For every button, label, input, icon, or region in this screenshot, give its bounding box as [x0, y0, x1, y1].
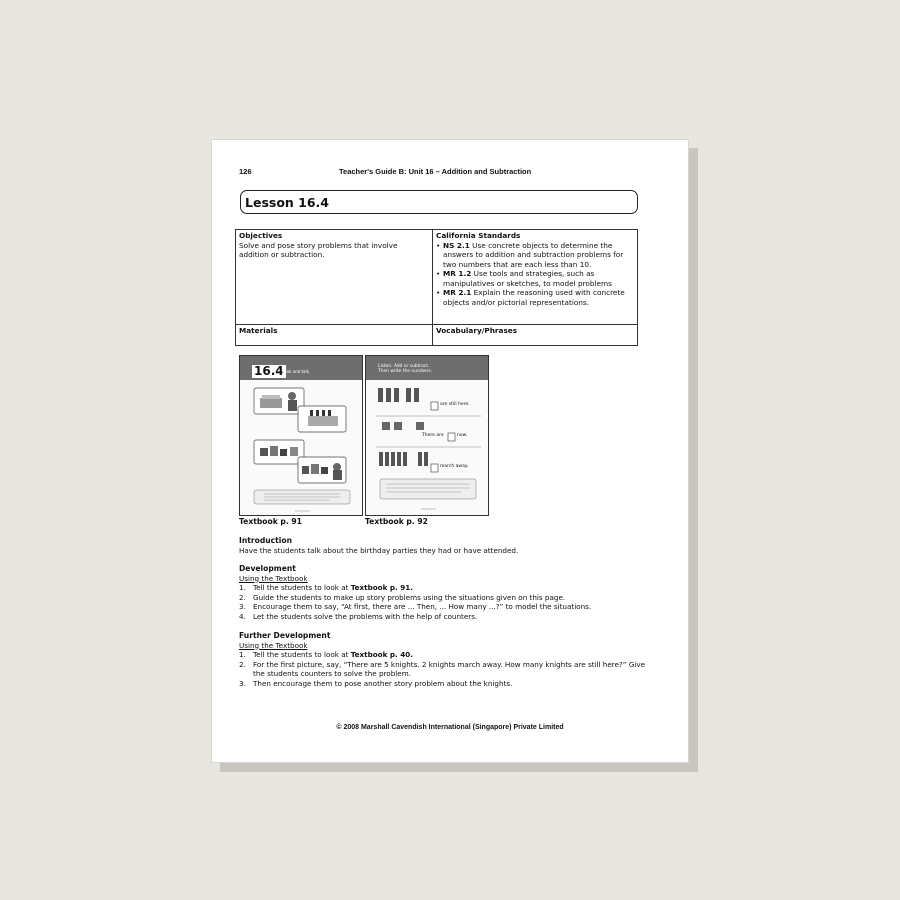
- vocabulary-heading: Vocabulary/Phrases: [436, 326, 518, 335]
- lesson-title-box: [240, 190, 638, 214]
- step-text: Guide the students to make up story problems using the situations given on this page.: [253, 592, 566, 602]
- row-text: There are: [422, 433, 444, 438]
- step-number: 2.: [239, 592, 246, 602]
- textbook-thumbnail-p91: [239, 355, 363, 516]
- step-text: Encourage them to say, “At first, there are ... Then, ... How many ...?” to model the situations.: [253, 602, 592, 611]
- band-text-line: Listen. Add or subtract.: [378, 364, 430, 369]
- step-number: 1.: [239, 650, 246, 659]
- step-text: For the first picture, say, “There are 5 knights. 2 knights march away. How many knights are still here?” Give the students counters to solve the problem.: [253, 659, 646, 678]
- materials-cell: [236, 325, 433, 346]
- step-bold: Textbook p. 91.: [350, 583, 414, 592]
- lesson-title: Lesson 16.4: [245, 195, 330, 210]
- standard-code: MR 2.1: [443, 288, 472, 297]
- standard-text: Explain the reasoning used with concrete objects and/or pictorial representations.: [443, 288, 625, 307]
- standards-cell: [433, 230, 638, 325]
- lesson-badge: 16.4: [254, 364, 284, 378]
- step-text: Then encourage them to pose another story problem about the knights.: [253, 678, 513, 688]
- step-bold: Textbook p. 40.: [350, 650, 414, 659]
- further-development-steps: [239, 650, 659, 688]
- thumbnail-caption-p92: Textbook p. 92: [365, 517, 428, 526]
- standard-item: [436, 241, 634, 270]
- band-text-line: Then write the numbers.: [378, 369, 433, 374]
- standard-code: MR 1.2: [443, 269, 472, 278]
- standard-text: Use tools and strategies, such as manipulatives or sketches, to model problems: [443, 269, 612, 288]
- objectives-cell: [236, 230, 433, 325]
- step-text: Tell the students to look at: [253, 650, 351, 659]
- development-subheading: Using the Textbook: [239, 573, 308, 583]
- objectives-text: Solve and pose story problems that involve addition or subtraction.: [239, 240, 398, 259]
- step-item: [239, 679, 659, 689]
- row-text: are still here.: [440, 402, 470, 407]
- step-number: 2.: [239, 659, 246, 669]
- step-item: [239, 583, 659, 593]
- step-number: 1.: [239, 583, 246, 592]
- objectives-table: [235, 229, 638, 346]
- development-heading: Development: [239, 564, 296, 573]
- standard-item: [436, 269, 634, 288]
- thumbnail-caption-p91: Textbook p. 91: [239, 517, 302, 526]
- step-item: [239, 612, 659, 622]
- development-section: [239, 564, 659, 621]
- guide-title: Teacher's Guide B: Unit 16 – Addition and Subtraction: [339, 167, 532, 176]
- page-number: 126: [239, 167, 252, 176]
- document-page: [211, 139, 689, 763]
- step-text: Let the students solve the problems with the help of counters.: [253, 611, 478, 621]
- development-steps: [239, 583, 659, 621]
- textbook-illustration: [240, 356, 363, 516]
- standards-heading: California Standards: [436, 231, 521, 240]
- step-number: 4.: [239, 611, 246, 621]
- step-item: [239, 602, 659, 612]
- further-development-heading: Further Development: [239, 631, 331, 640]
- band-text: Look and talk.: [282, 369, 311, 374]
- vocabulary-cell: [433, 325, 638, 346]
- step-number: 3.: [239, 602, 246, 611]
- step-item: [239, 650, 659, 660]
- row-text: march away.: [440, 464, 469, 469]
- step-number: 3.: [239, 678, 246, 688]
- row-text: now.: [457, 433, 468, 438]
- copyright-footer: © 2008 Marshall Cavendish International (Singapore) Private Limited: [336, 724, 564, 731]
- materials-heading: Materials: [239, 326, 278, 335]
- step-item: [239, 593, 659, 603]
- standard-text: Use concrete objects to determine the answers to addition and subtraction problems for two numbers that are each less than 10.: [443, 240, 624, 269]
- introduction-text: Have the students talk about the birthday parties they had or have attended.: [239, 545, 519, 555]
- further-development-subheading: Using the Textbook: [239, 640, 308, 650]
- introduction-section: [239, 536, 659, 555]
- standard-item: [436, 288, 634, 307]
- objectives-heading: Objectives: [239, 231, 283, 240]
- step-text: Tell the students to look at: [253, 583, 351, 592]
- step-item: [239, 660, 659, 679]
- further-development-section: [239, 631, 659, 688]
- standard-code: NS 2.1: [443, 240, 470, 250]
- standards-list: [436, 241, 634, 308]
- introduction-heading: Introduction: [239, 536, 293, 545]
- textbook-thumbnail-p92: [365, 355, 489, 516]
